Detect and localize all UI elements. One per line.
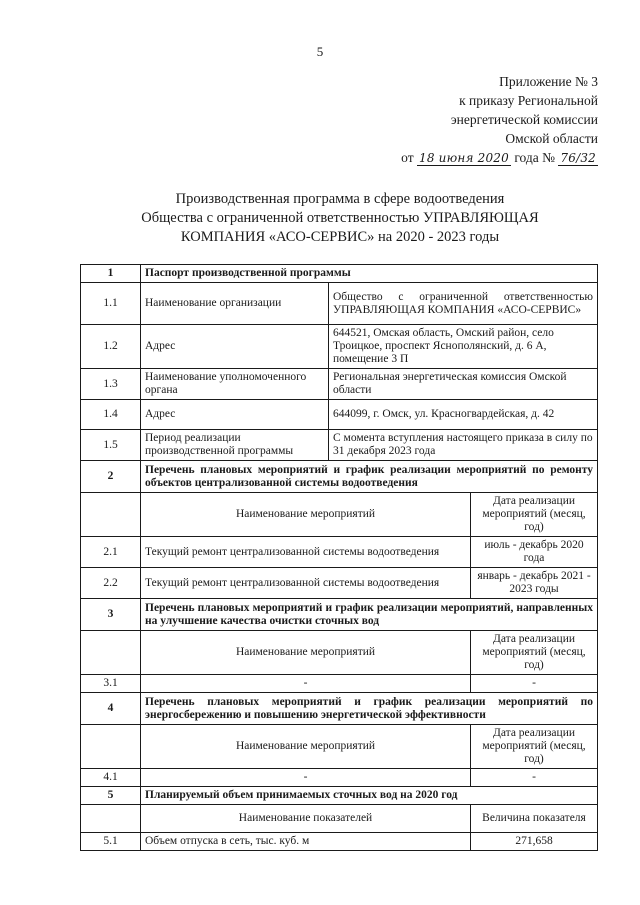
row-label: Наименование уполномоченного органа	[141, 369, 329, 400]
table-row	[81, 769, 598, 787]
row-label: Адрес	[141, 400, 329, 430]
title-line-2: Общества с ограниченной ответственностью УПРАВЛЯЮЩАЯ	[141, 210, 539, 226]
title-line-3: КОМПАНИЯ «АСО-СЕРВИС» на 2020 - 2023 годы	[180, 229, 500, 245]
document-header	[358, 72, 598, 168]
column-header-row	[81, 631, 598, 675]
column-header-name: Наименование мероприятий	[141, 725, 471, 769]
section-3-header	[81, 599, 598, 631]
column-header-name: Наименование мероприятий	[141, 493, 471, 537]
column-header-name: Наименование мероприятий	[141, 631, 471, 675]
document-title	[80, 190, 600, 247]
row-name: Текущий ремонт централизованной системы водоотведения	[141, 537, 471, 568]
year-number-label: года №	[514, 150, 556, 165]
empty-cell	[81, 805, 141, 833]
header-line-order: к приказу Региональной	[459, 93, 598, 108]
table-row	[81, 430, 598, 461]
row-date: -	[471, 675, 598, 693]
column-header-date: Дата реализации мероприятий (месяц, год)	[471, 725, 598, 769]
section-1-header	[81, 265, 598, 283]
table-row	[81, 283, 598, 325]
table-row	[81, 675, 598, 693]
section-5-header	[81, 787, 598, 805]
empty-cell	[81, 631, 141, 675]
row-value: 644099, г. Омск, ул. Красногвардейская, д. 42	[329, 400, 598, 430]
section-4-header	[81, 693, 598, 725]
row-number: 5.1	[81, 833, 141, 851]
row-number: 1.5	[81, 430, 141, 461]
row-number: 2.2	[81, 568, 141, 599]
row-date: июль - декабрь 2020 года	[471, 537, 598, 568]
row-date: январь - декабрь 2021 - 2023 годы	[471, 568, 598, 599]
section-number: 4	[81, 693, 141, 725]
column-header-value: Величина показателя	[471, 805, 598, 833]
row-name: -	[141, 675, 471, 693]
row-label: Наименование организации	[141, 283, 329, 325]
row-number: 1.2	[81, 325, 141, 369]
header-line-appendix: Приложение № 3	[499, 74, 598, 89]
column-header-name: Наименование показателей	[141, 805, 471, 833]
page-number: 5	[316, 44, 324, 59]
row-label: Адрес	[141, 325, 329, 369]
header-line-region: Омской области	[505, 131, 598, 146]
row-name: Текущий ремонт централизованной системы водоотведения	[141, 568, 471, 599]
row-value: Региональная энергетическая комиссия Омской области	[329, 369, 598, 400]
section-title: Перечень плановых мероприятий и график реализации мероприятий по ремонту объектов централизованной системы водоотведения	[141, 461, 598, 493]
row-name: Объем отпуска в сеть, тыс. куб. м	[141, 833, 471, 851]
row-number: 1.4	[81, 400, 141, 430]
section-title: Планируемый объем принимаемых сточных вод на 2020 год	[141, 787, 598, 805]
row-number: 2.1	[81, 537, 141, 568]
column-header-date: Дата реализации мероприятий (месяц, год)	[471, 493, 598, 537]
table-row	[81, 369, 598, 400]
handwritten-order-number: 76/32	[560, 151, 596, 165]
table-row	[81, 400, 598, 430]
table-row	[81, 833, 598, 851]
empty-cell	[81, 493, 141, 537]
section-title: Паспорт производственной программы	[141, 265, 598, 283]
title-line-1: Производственная программа в сфере водоотведения	[175, 191, 505, 207]
row-date: -	[471, 769, 598, 787]
row-label: Период реализации производственной программы	[141, 430, 329, 461]
section-title: Перечень плановых мероприятий и график реализации мероприятий по энергосбережению и повышению энергетической эффективности	[141, 693, 598, 725]
row-number: 1.1	[81, 283, 141, 325]
column-header-row	[81, 805, 598, 833]
table-row	[81, 537, 598, 568]
table-row	[81, 325, 598, 369]
header-line-commission: энергетической комиссии	[450, 112, 598, 127]
empty-cell	[81, 725, 141, 769]
row-value: Общество с ограниченной ответственностью УПРАВЛЯЮЩАЯ КОМПАНИЯ «АСО-СЕРВИС»	[329, 283, 598, 325]
section-number: 3	[81, 599, 141, 631]
handwritten-date: 18 июня 2020	[418, 151, 509, 165]
table-row	[81, 568, 598, 599]
program-table	[80, 264, 598, 851]
row-value: С момента вступления настоящего приказа в силу по 31 декабря 2023 года	[329, 430, 598, 461]
header-date-line	[358, 148, 598, 168]
row-name: -	[141, 769, 471, 787]
row-number: 3.1	[81, 675, 141, 693]
from-label: от	[401, 150, 414, 165]
section-number: 1	[81, 265, 141, 283]
row-number: 4.1	[81, 769, 141, 787]
row-number: 1.3	[81, 369, 141, 400]
column-header-row	[81, 725, 598, 769]
column-header-row	[81, 493, 598, 537]
column-header-date: Дата реализации мероприятий (месяц, год)	[471, 631, 598, 675]
section-title: Перечень плановых мероприятий и график реализации мероприятий, направленных на улучшение качества очистки сточных вод	[141, 599, 598, 631]
section-2-header	[81, 461, 598, 493]
section-number: 5	[81, 787, 141, 805]
section-number: 2	[81, 461, 141, 493]
row-value: 644521, Омская область, Омский район, село Троицкое, проспект Яснополянский, д. 6 А, помещение 3 П	[329, 325, 598, 369]
row-value: 271,658	[471, 833, 598, 851]
